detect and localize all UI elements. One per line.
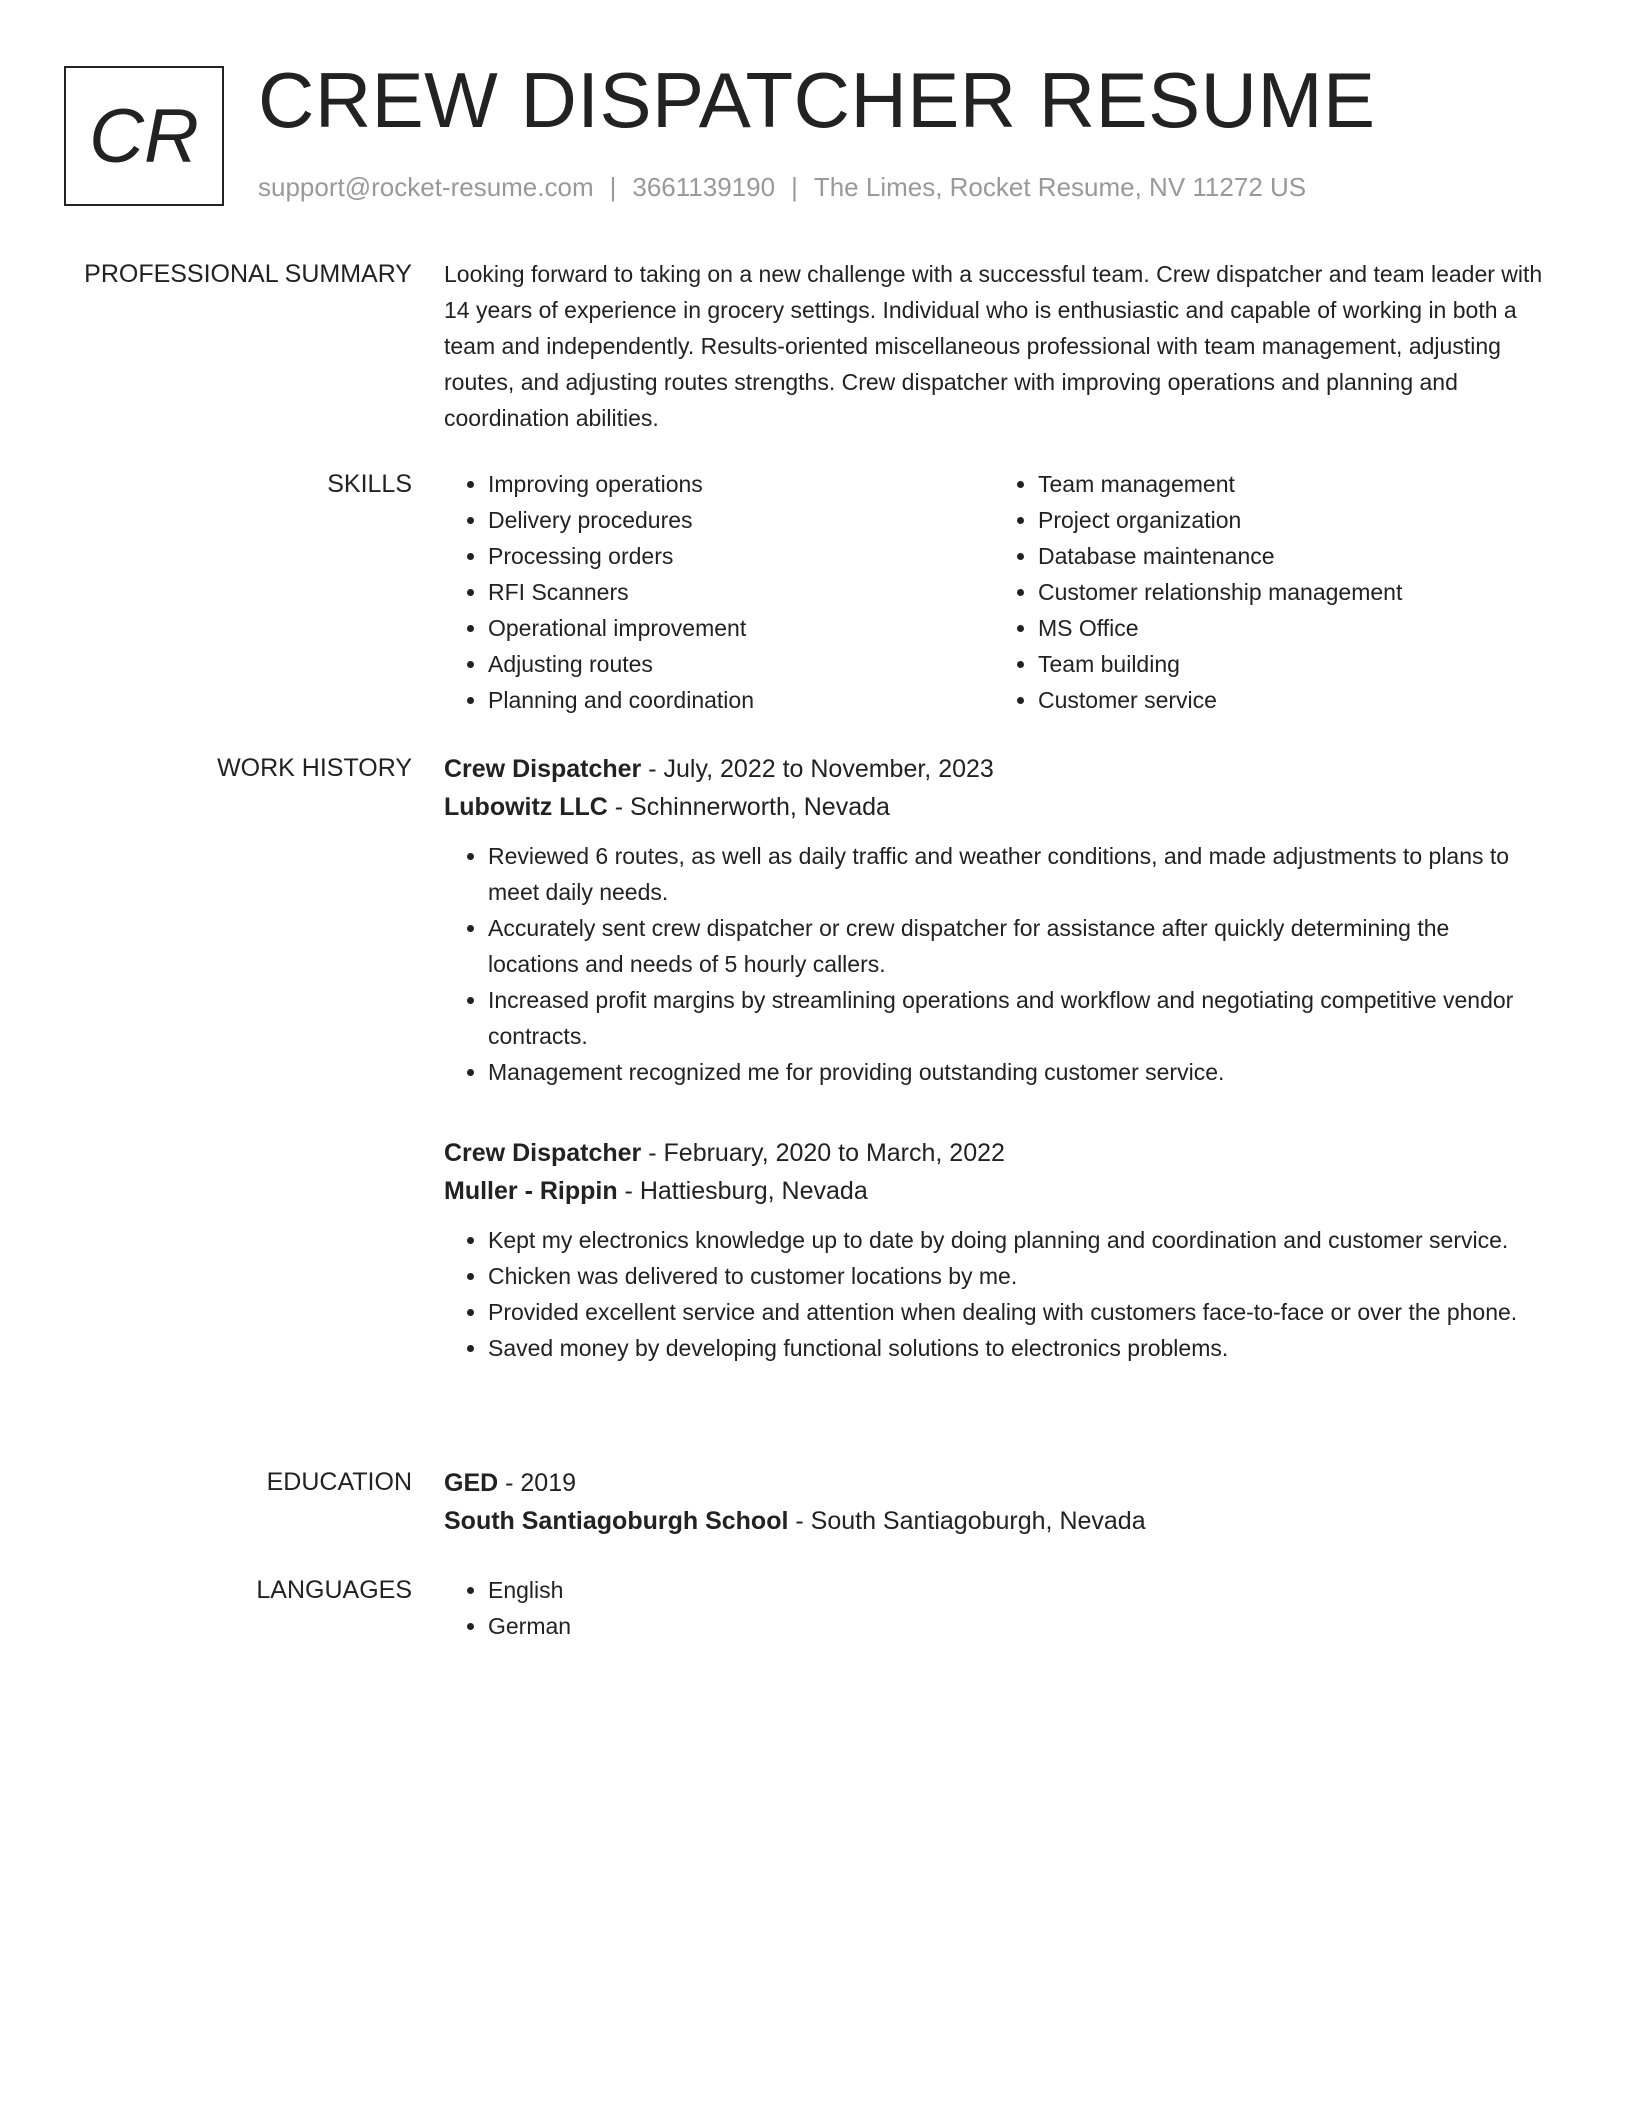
section-body	[444, 1464, 1544, 1540]
section-body	[444, 1572, 1544, 1644]
duty-item: • Chicken was delivered to customer locations by me.	[488, 1258, 1544, 1294]
duty-item: • Increased profit margins by streamlining operations and workflow and negotiating competitive vendor contracts.	[488, 982, 1544, 1054]
job-title: Crew Dispatcher	[444, 1139, 642, 1167]
job-title-line	[444, 750, 1544, 788]
duty-item: • Kept my electronics knowledge up to date by doing planning and coordination and customer service.	[488, 1222, 1544, 1258]
skill-item: • Delivery procedures	[488, 502, 994, 538]
skills-list-right	[994, 466, 1544, 718]
duty-item: • Provided excellent service and attention when dealing with customers face-to-face or over the phone.	[488, 1294, 1544, 1330]
section-label: PROFESSIONAL SUMMARY	[84, 260, 412, 288]
skill-item: • Team management	[1038, 466, 1544, 502]
job-dates: - July, 2022 to November, 2023	[641, 755, 994, 783]
education-location: - South Santiagoburgh, Nevada	[788, 1507, 1146, 1535]
skill-item: • Customer relationship management	[1038, 574, 1544, 610]
education-school-line	[444, 1502, 1544, 1540]
contact-separator: |	[609, 172, 617, 202]
job-dates: - February, 2020 to March, 2022	[641, 1139, 1005, 1167]
contact-phone: 3661139190	[632, 172, 776, 202]
skills-columns	[444, 466, 1544, 718]
duty-item: • Reviewed 6 routes, as well as daily traffic and weather conditions, and made adjustments to plans to meet daily needs.	[488, 838, 1544, 910]
monogram: CR	[64, 66, 224, 206]
job-company: Lubowitz LLC	[444, 793, 608, 821]
section-label: EDUCATION	[266, 1468, 412, 1496]
job-title-line	[444, 1134, 1544, 1172]
skill-item: • Operational improvement	[488, 610, 994, 646]
language-item: • English	[488, 1572, 1544, 1608]
education-year: - 2019	[498, 1469, 577, 1497]
contact-address: The Limes, Rocket Resume, NV 11272 US	[813, 172, 1307, 202]
section-body	[444, 750, 1544, 1410]
skill-item: • Database maintenance	[1038, 538, 1544, 574]
skill-item: • RFI Scanners	[488, 574, 994, 610]
contact-line	[258, 172, 1306, 203]
job-entry	[444, 1134, 1544, 1366]
skill-item: • Planning and coordination	[488, 682, 994, 718]
job-company: Muller - Rippin	[444, 1177, 618, 1205]
job-duties	[444, 1222, 1544, 1366]
job-location: - Hattiesburg, Nevada	[617, 1177, 868, 1205]
job-title: Crew Dispatcher	[444, 755, 642, 783]
job-company-line	[444, 788, 1544, 826]
job-duties	[444, 838, 1544, 1090]
skill-item: • Team building	[1038, 646, 1544, 682]
summary-text: Looking forward to taking on a new challenge with a successful team. Crew dispatcher and team leader with 14 years of experience in grocery settings. Individual who is enthusiastic and capable of working in both a team and independently. Results-oriented miscellaneous professional with team management, adjusting routes, and adjusting routes strengths. Crew dispatcher with improving operations and planning and coordination abilities.	[444, 261, 1543, 431]
skill-item: • MS Office	[1038, 610, 1544, 646]
skills-list-left	[444, 466, 994, 718]
skill-item: • Customer service	[1038, 682, 1544, 718]
job-entry	[444, 750, 1544, 1090]
contact-separator: |	[791, 172, 798, 202]
job-location: - Schinnerworth, Nevada	[607, 793, 890, 821]
section-label: LANGUAGES	[256, 1576, 412, 1604]
section-label: SKILLS	[327, 470, 412, 498]
section-label: WORK HISTORY	[217, 754, 412, 782]
skill-item: • Project organization	[1038, 502, 1544, 538]
education-degree-line	[444, 1464, 1544, 1502]
section-body	[444, 256, 1544, 436]
education-degree: GED	[444, 1469, 499, 1497]
language-item: • German	[488, 1608, 1544, 1644]
skill-item: • Improving operations	[488, 466, 994, 502]
skill-item: • Processing orders	[488, 538, 994, 574]
duty-item: • Accurately sent crew dispatcher or crew dispatcher for assistance after quickly determining the locations and needs of 5 hourly callers.	[488, 910, 1544, 982]
contact-email: support@rocket-resume.com	[258, 172, 594, 202]
skill-item: • Adjusting routes	[488, 646, 994, 682]
duty-item: • Saved money by developing functional solutions to electronics problems.	[488, 1330, 1544, 1366]
job-company-line	[444, 1172, 1544, 1210]
languages-list	[444, 1572, 1544, 1644]
duty-item: • Management recognized me for providing outstanding customer service.	[488, 1054, 1544, 1090]
education-school: South Santiagoburgh School	[444, 1507, 789, 1535]
resume-title: CREW DISPATCHER RESUME	[258, 56, 1376, 144]
